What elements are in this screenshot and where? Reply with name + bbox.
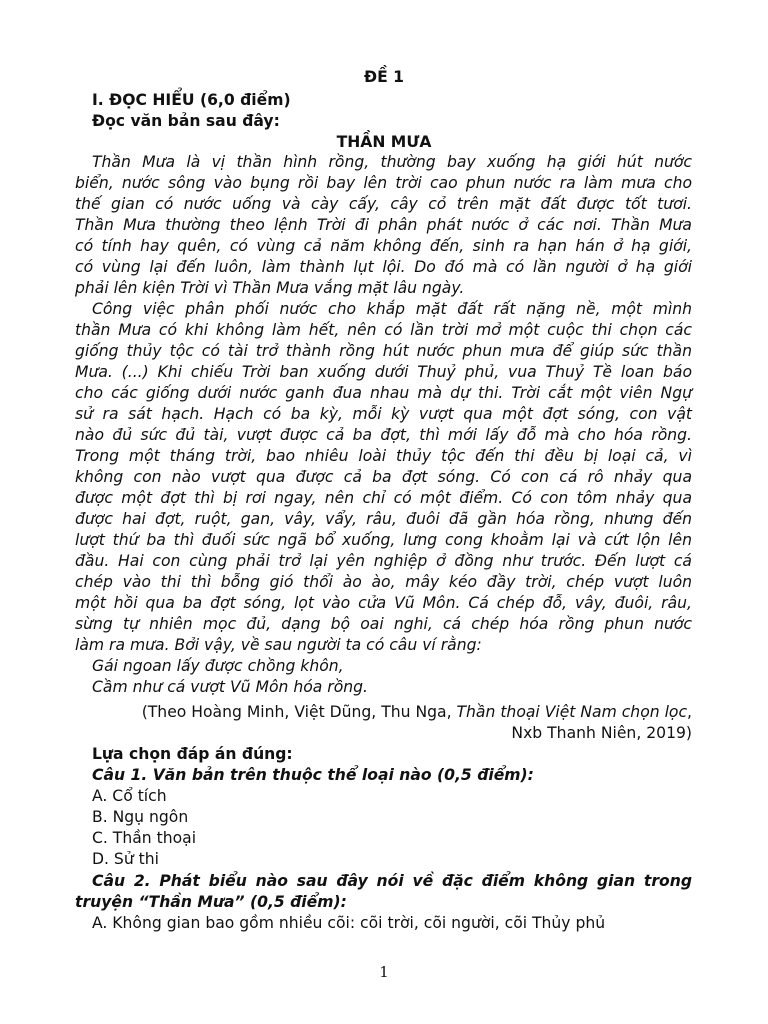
story-line: nào đủ sức đủ tài, vượt được cả ba đợt, thì mới lấy đỗ mà cho hóa rồng.	[75, 426, 692, 444]
question-2-line-2: truyện “Thần Mưa” (0,5 điểm):	[75, 893, 347, 911]
q1-option-c: C. Thần thoại	[92, 829, 197, 847]
story-line: Công việc phân phối nước cho khắp mặt đất rất nặng nề, một mình	[92, 300, 692, 318]
story-line: lượt thứ ba thì đuối sức ngã bổ xuống, lưng cong khoằm lại và cứt lộn lên	[75, 531, 692, 549]
story-line: đầu. Hai con cùng phải trở lại yên nghiệp ở đồng như trước. Đến lượt cá	[75, 552, 692, 570]
section-heading: I. ĐỌC HIỂU (6,0 điểm)	[92, 91, 291, 109]
choose-heading: Lựa chọn đáp án đúng:	[92, 745, 293, 763]
source-citation	[142, 702, 692, 723]
story-title: THẦN MƯA	[336, 133, 432, 151]
q1-option-b: B. Ngụ ngôn	[92, 808, 189, 826]
source-publisher: Nxb Thanh Niên, 2019)	[511, 724, 692, 742]
story-line: Thần Mưa là vị thần hình rồng, thường bay xuống hạ giới hút nước	[92, 153, 692, 171]
story-line: Mưa. (...) Khi chiếu Trời ban xuống dưới Thuỷ phủ, vua Thuỷ Tề loan báo	[75, 363, 692, 381]
story-line: được hai đợt, ruột, gan, vây, vẩy, râu, đuôi đã gần hóa rồng, nhưng đến	[75, 510, 692, 528]
question-2-line-1: Câu 2. Phát biểu nào sau đây nói về đặc điểm không gian trong	[92, 872, 692, 890]
story-line: Trong một tháng trời, bao nhiêu loài thủy tộc đến thi đều bị loại cả, vì	[75, 447, 692, 465]
source-suffix: ,	[687, 703, 692, 721]
story-line: cho các giống dưới nước ganh đua nhau mà dự thi. Trời cắt một viên Ngự	[75, 384, 692, 402]
source-book-title: Thần thoại Việt Nam chọn lọc	[456, 703, 688, 721]
story-line: sử ra sát hạch. Hạch có ba kỳ, mỗi kỳ vượt qua một đợt sóng, con vật	[75, 405, 692, 423]
story-line: sừng tự nhiên mọc đủ, dạng bộ oai nghi, cá chép hóa rồng phun nước	[75, 615, 692, 633]
story-line: không con nào vượt qua được cả ba đợt sóng. Có con cá rô nhảy qua	[75, 468, 692, 486]
story-line: thần Mưa có khi không làm hết, nên có lần trời mở một cuộc thi chọn các	[75, 321, 692, 339]
q2-option-a: A. Không gian bao gồm nhiều cõi: cõi trời, cõi người, cõi Thủy phủ	[92, 914, 606, 932]
question-1: Câu 1. Văn bản trên thuộc thể loại nào (0,5 điểm):	[92, 766, 534, 784]
page-number: 1	[379, 963, 389, 981]
source-prefix: (Theo Hoàng Minh, Việt Dũng, Thu Nga,	[141, 703, 457, 721]
story-line: làm ra mưa. Bởi vậy, về sau người ta có câu ví rằng:	[75, 636, 482, 654]
story-line: Thần Mưa thường theo lệnh Trời đi phân phát nước ở các nơi. Thần Mưa	[75, 216, 692, 234]
story-line: có tính hay quên, có vùng cả năm không đến, sinh ra hạn hán ở hạ giới,	[75, 237, 692, 255]
proverb-line: Gái ngoan lấy được chồng khôn,	[92, 657, 344, 675]
story-line: một hồi qua ba đợt sóng, lọt vào cửa Vũ Môn. Cá chép đỗ, vây, đuôi, râu,	[75, 594, 692, 612]
proverb-line: Cầm như cá vượt Vũ Môn hóa rồng.	[92, 678, 368, 696]
story-line: chép vào thi thì bỗng gió thổi ào ào, mây kéo đầy trời, chép vượt luôn	[75, 573, 692, 591]
story-line: được một đợt thì bị rơi ngay, nên chỉ có một điểm. Có con tôm nhảy qua	[75, 489, 692, 507]
story-line: có vùng lại đến luôn, làm thành lụt lội. Do đó mà có lần người ở hạ giới	[75, 258, 692, 276]
q1-option-a: A. Cổ tích	[92, 787, 167, 805]
story-line: thế gian có nước uống và cày cấy, cây cỏ trên mặt đất được tốt tươi.	[75, 195, 692, 213]
story-line: giống thủy tộc có tài trở thành rồng hút nước phun mưa để giúp sức thần	[75, 342, 692, 360]
exam-title: ĐỀ 1	[364, 68, 404, 86]
story-line: biển, nước sông vào bụng rồi bay lên trời cao phun nước ra làm mưa cho	[75, 174, 692, 192]
q1-option-d: D. Sử thi	[92, 850, 159, 868]
story-line: phải lên kiện Trời vì Thần Mưa vắng mặt lâu ngày.	[75, 279, 465, 297]
reading-instruction: Đọc văn bản sau đây:	[92, 112, 280, 130]
